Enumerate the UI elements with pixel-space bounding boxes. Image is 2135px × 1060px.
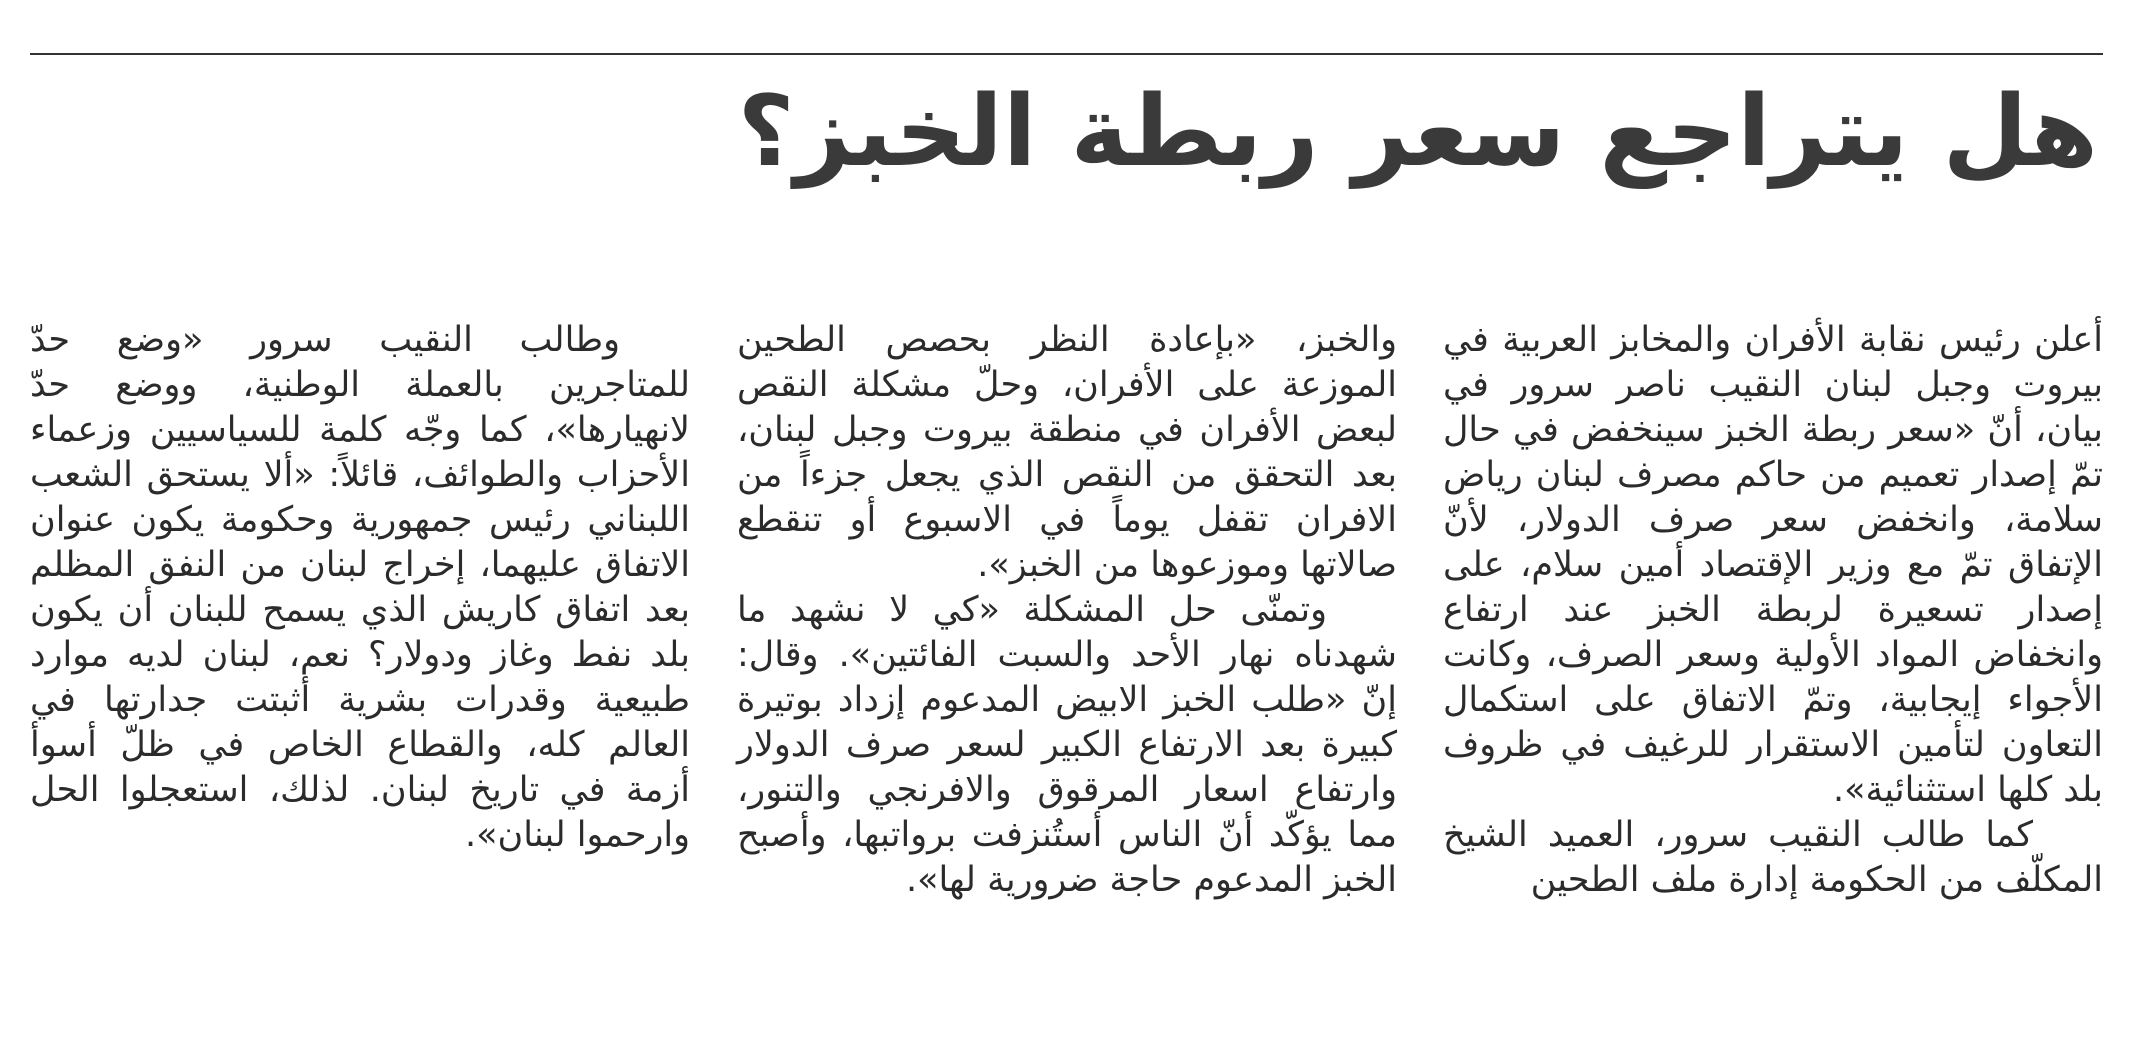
top-divider-line bbox=[30, 53, 2103, 55]
column-2-paragraph-2: وتمنّى حل المشكلة «كي لا نشهد ما شهدناه نهار الأحد والسبت الفائتين». وقال: إنّ «طلب الخبز الابيض المدعوم إزداد بوتيرة كبيرة بعد الارتفاع الكبير لسعر صرف الدولار وارتفاع اسعار المرقوق والافرنجي والتنور، مما يؤكّد أنّ الناس أستُنزفت برواتبها، وأصبح الخبز المدعوم حاجة ضرورية لها». bbox=[737, 590, 1397, 900]
column-1-paragraph-2: كما طالب النقيب سرور، العميد الشيخ المكلّف من الحكومة إدارة ملف الطحين bbox=[1443, 815, 2103, 900]
article-headline: هل يتراجع سعر ربطة الخبز؟ bbox=[737, 75, 2098, 189]
article-column-3 bbox=[30, 318, 690, 858]
article-column-2 bbox=[737, 318, 1397, 903]
column-1-paragraph-1: أعلن رئيس نقابة الأفران والمخابز العربية في بيروت وجبل لبنان النقيب ناصر سرور في بيان، أنّ «سعر ربطة الخبز سينخفض في حال تمّ إصدار تعميم من حاكم مصرف لبنان رياض سلامة، وانخفض سعر صرف الدولار، لأنّ الإتفاق تمّ مع وزير الإقتصاد أمين سلام، على إصدار تسعيرة لربطة الخبز عند ارتفاع وانخفاض المواد الأولية وسعر الصرف، وكانت الأجواء إيجابية، وتمّ الاتفاق على استكمال التعاون لتأمين الاستقرار للرغيف في ظروف بلد كلها استثنائية». bbox=[1443, 320, 2103, 810]
article-column-1 bbox=[1443, 318, 2103, 903]
article-body bbox=[30, 318, 2103, 1008]
column-2-paragraph-1: والخبز، «بإعادة النظر بحصص الطحين الموزعة على الأفران، وحلّ مشكلة النقص لبعض الأفران في منطقة بيروت وجبل لبنان، بعد التحقق من النقص الذي يجعل جزءاً من الافران تقفل يوماً في الاسبوع أو تنقطع صالاتها وموزعوها من الخبز». bbox=[737, 320, 1397, 585]
column-3-paragraph-1: وطالب النقيب سرور «وضع حدّ للمتاجرين بالعملة الوطنية، ووضع حدّ لانهيارها»، كما وجّه كلمة للسياسيين وزعماء الأحزاب والطوائف، قائلاً: «ألا يستحق الشعب اللبناني رئيس جمهورية وحكومة يكون عنوان الاتفاق عليهما، إخراج لبنان من النفق المظلم بعد اتفاق كاريش الذي يسمح للبنان أن يكون بلد نفط وغاز ودولار؟ نعم، لبنان لديه موارد طبيعية وقدرات بشرية أثبتت جدارتها في العالم كله، والقطاع الخاص في ظلّ أسوأ أزمة في تاريخ لبنان. لذلك، استعجلوا الحل وارحموا لبنان». bbox=[30, 320, 690, 855]
